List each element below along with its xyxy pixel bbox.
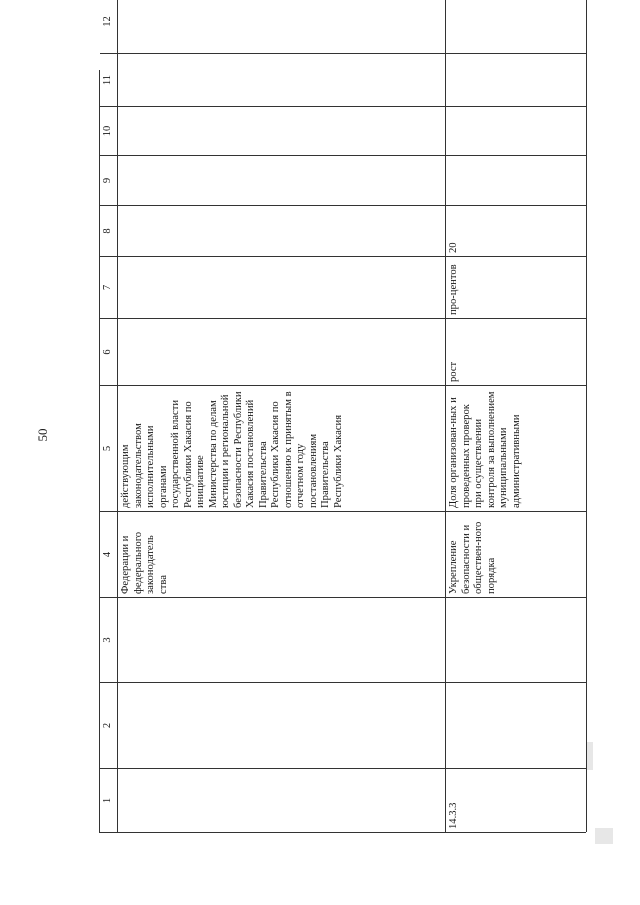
table-cell — [446, 155, 587, 205]
header-cell: 7 — [100, 256, 118, 318]
table-cell — [446, 682, 587, 768]
table-cell — [118, 256, 446, 318]
header-cell: 5 — [100, 385, 118, 511]
table-cell: действующим законодательством исполнительными органами государственной власти Республики Хакасия по инициативе Министерства по делам юстиции и региональной безопасности Республики Хакасия постановлений Правительства Республики Хакасия по отношению к принятым в отчетном году постановлениям Правительства Республики Хакасия — [118, 385, 446, 511]
header-cell: 4 — [100, 511, 118, 597]
header-cell: 3 — [100, 597, 118, 682]
table-cell — [118, 597, 446, 682]
table-cell — [446, 597, 587, 682]
header-cell: 6 — [100, 318, 118, 385]
table-cell: про-центов — [446, 256, 587, 318]
data-table — [99, 16, 586, 833]
table-cell: Федерации и федерального законодатель ства — [118, 511, 446, 597]
header-cell: 9 — [100, 155, 118, 205]
header-cell: 8 — [100, 205, 118, 256]
table-cell — [118, 0, 446, 53]
header-cell: 12 — [100, 0, 118, 53]
scan-mark — [587, 742, 593, 770]
table-cell: Укрепление безопасности и обществен-ного порядка — [446, 511, 587, 597]
page-number: 50 — [35, 428, 50, 442]
header-cell: 2 — [100, 682, 118, 768]
table-cell — [118, 106, 446, 155]
table-cell — [446, 0, 587, 53]
table-cell: 14.3.3 — [446, 768, 587, 832]
table-cell — [118, 155, 446, 205]
table-cell: Доля организован-ных и проведенных проверок при осуществлении контроля за выполнением муниципальными административными — [446, 385, 587, 511]
table-cell — [118, 682, 446, 768]
table-cell — [446, 106, 587, 155]
table-cell — [118, 318, 446, 385]
table-cell — [118, 205, 446, 256]
table-cell — [118, 768, 446, 832]
table-cell — [446, 53, 587, 106]
table-cell: 20 — [446, 205, 587, 256]
scan-mark — [595, 828, 613, 844]
table-cell — [118, 53, 446, 106]
header-cell: 10 — [100, 106, 118, 155]
header-cell: 11 — [100, 53, 118, 106]
header-cell: 1 — [100, 768, 118, 832]
table-cell: рост — [446, 318, 587, 385]
